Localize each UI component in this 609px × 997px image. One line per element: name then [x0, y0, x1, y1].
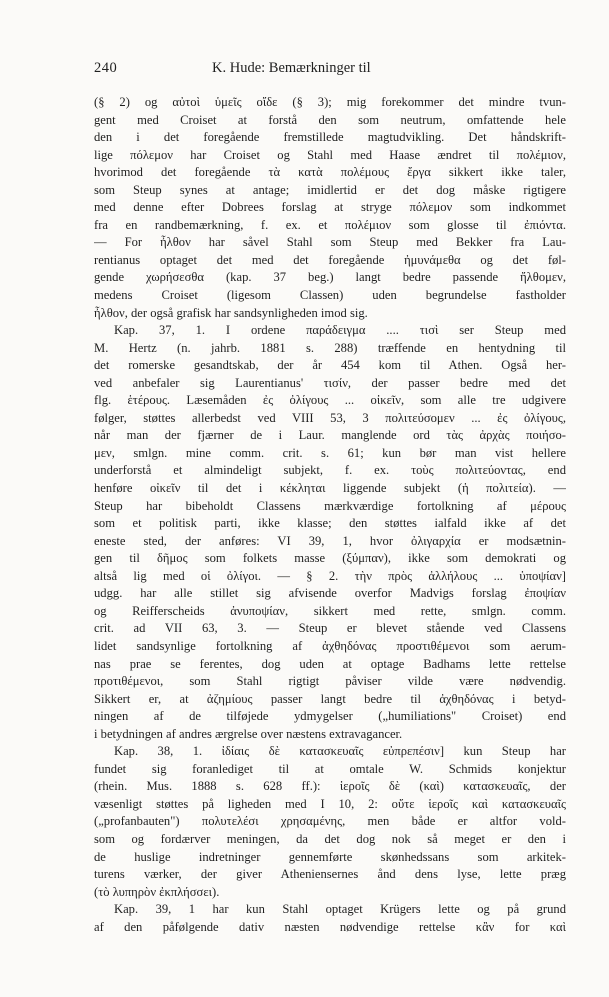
- text-line: (§ 2) og αὐτοὶ ὑμεῖς οἴδε (§ 3); mig forekommer det mindre tvun-: [94, 95, 566, 109]
- text-line: det romerske gesandtskab, der år 454 kom til Athen. Også her-: [94, 358, 566, 373]
- text-line: medens Croiset (ligesom Classen) uden begrundelse fastholder: [94, 288, 566, 303]
- text-line: lidet sandsynlige fortolkning af ἀχθηδόνας προστιθέμενοι som aerum-: [94, 638, 566, 653]
- page-header: [94, 58, 551, 82]
- text-line: som et politisk parti, ikke klasse; den støttes ialfald ikke af det: [94, 516, 566, 531]
- running-head: K. Hude: Bemærkninger til: [212, 60, 371, 76]
- text-line: den i det foregående fremstillede magtudvikling. Det håndskrift-: [94, 130, 566, 145]
- text-line: følger, støttes allerbedst ved VIII 53, 3 πολιτεύσομεν ... ἐς ὀλίγους,: [94, 410, 566, 425]
- text-line: M. Hertz (n. jahrb. 1881 s. 288) træffende en hentydning til: [94, 340, 566, 355]
- text-line: som Steup synes at antage; imidlertid er det dog måske rigtigere: [94, 182, 566, 197]
- text-line: gen til δῆμος som folkets masse (ξύμπαν), ikke som demokrati og: [94, 551, 566, 566]
- text-line: ved anbefaler sig Laurentianus' τισίν, der passer bedre med det: [94, 375, 566, 390]
- text-line: („profanbauten") πολυτελέσι χρησαμένης, men både er altfor vold-: [94, 814, 566, 829]
- text-line: turens værker, der giver Atheniensernes ånd dens lyse, lette præg: [94, 867, 566, 882]
- text-line: altså lig med οἱ ὀλίγοι. — § 2. τὴν πρὸς ἀλλήλους ... ὑποψίαν]: [94, 568, 566, 583]
- text-line: fra en randbemærkning, f. ex. et πολέμιον som glosse til ἐπιόντα.: [94, 217, 566, 232]
- text-line: Steup har bibeholdt Classens mærkværdige fortolkning af μέρους: [94, 498, 566, 513]
- text-line: i betydningen af andres ærgrelse over næstens extravagancer.: [94, 726, 403, 741]
- text-line: μεν, smlgn. mine comm. crit. s. 61; kun bør man vist hellere: [94, 445, 566, 460]
- text-line: προτιθέμενοι, som Stahl rigtigt påviser vilde være nødvendig.: [94, 674, 566, 689]
- text-line: lige πόλεμον har Croiset og Stahl med Haase ændret til πολέμιον,: [94, 147, 566, 162]
- text-line: og Reifferscheids ἀνυποψίαν, sikkert med rette, smlgn. comm.: [94, 603, 566, 618]
- text-line: når man der fjærner de i Laur. manglende ord τὰς ἀρχὰς ποιήσο-: [94, 428, 566, 443]
- text-line: gende χωρήσεσθα (kap. 37 beg.) langt bedre passende ἤλθομεν,: [94, 270, 566, 285]
- text-line: rentianus optaget det med det foregående ἠμυνάμεθα og det føl-: [94, 252, 566, 267]
- text-line: Kap. 37, 1. I ordene παράδειγμα .... τισὶ ser Steup med: [114, 323, 566, 338]
- text-line: med denne efter Dobrees forslag at stryge πόλεμον som indkommet: [94, 200, 566, 215]
- text-line: ἦλθον, der også grafisk har sandsynligheden imod sig.: [94, 305, 368, 320]
- text-line: crit. ad VII 63, 3. — Steup er blevet stående ved Classens: [94, 621, 566, 636]
- text-line: henføre οἰκεῖν til det i κέκληται liggende subjekt (ἡ πολιτεία). —: [94, 481, 566, 496]
- text-line: de huslige indretninger gennemførte skønhedssans som arkitek-: [94, 849, 566, 864]
- text-line: af den påfølgende dativ næsten nødvendige rettelse κἂν for καὶ: [94, 919, 566, 934]
- text-line: nas prae se ferentes, dog uden at optage Badhams lette rettelse: [94, 656, 566, 671]
- text-line: (rhein. Mus. 1888 s. 628 ff.): ἱεροῖς δὲ (καὶ) κατασκευαῖς, der: [94, 779, 566, 794]
- text-line: udgg. har alle stillet sig afvisende overfor Madvigs forslag ἐποψίαν: [94, 586, 566, 601]
- text-line: flg. ἑτέρους. Læsemåden ἐς ὀλίγους ... οἰκεῖν, som alle tre udgivere: [94, 393, 566, 408]
- text-line: eneste sted, der anføres: VI 39, 1, hvor ὀλιγαρχία er modsætnin-: [94, 533, 566, 548]
- text-line: Kap. 38, 1. ἰδίαις δὲ κατασκευαῖς εὐπρεπέσιν] kun Steup har: [114, 744, 566, 759]
- text-line: (τὸ λυπηρὸν ἐκπλήσσει).: [94, 884, 220, 899]
- text-line: væsenligt støttes på ligheden med I 10, 2: οὔτε ἱεροῖς καὶ κατασκευαῖς: [94, 796, 566, 811]
- body-text: [94, 94, 566, 936]
- text-line: fundet sig foranlediget til at omtale W. Schmids konjektur: [94, 761, 566, 776]
- text-line: Sikkert er, at ἀζημίους passer langt bedre til ἀχθηδόνας i betyd-: [94, 691, 566, 706]
- text-line: Kap. 39, 1 har kun Stahl optaget Krügers lette og på grund: [114, 902, 566, 917]
- text-line: hvorimod det foregående τὰ κατὰ πολέμους ἔργα sikkert ikke taler,: [94, 165, 566, 180]
- text-line: — For ἦλθον har såvel Stahl som Steup med Bekker fra Lau-: [94, 235, 566, 250]
- text-line: gent med Croiset at forstå den som neutrum, omfattende hele: [94, 112, 566, 127]
- text-line: underforstå et almindeligt subjekt, f. ex. τοὺς πολιτεύοντας, end: [94, 463, 566, 478]
- text-line: ningen af de tilføjede ydmygelser („humiliations" Croiset) end: [94, 709, 566, 724]
- page-number: 240: [94, 60, 118, 76]
- text-line: som og fordærver meningen, da det dog nok så meget er den i: [94, 831, 566, 846]
